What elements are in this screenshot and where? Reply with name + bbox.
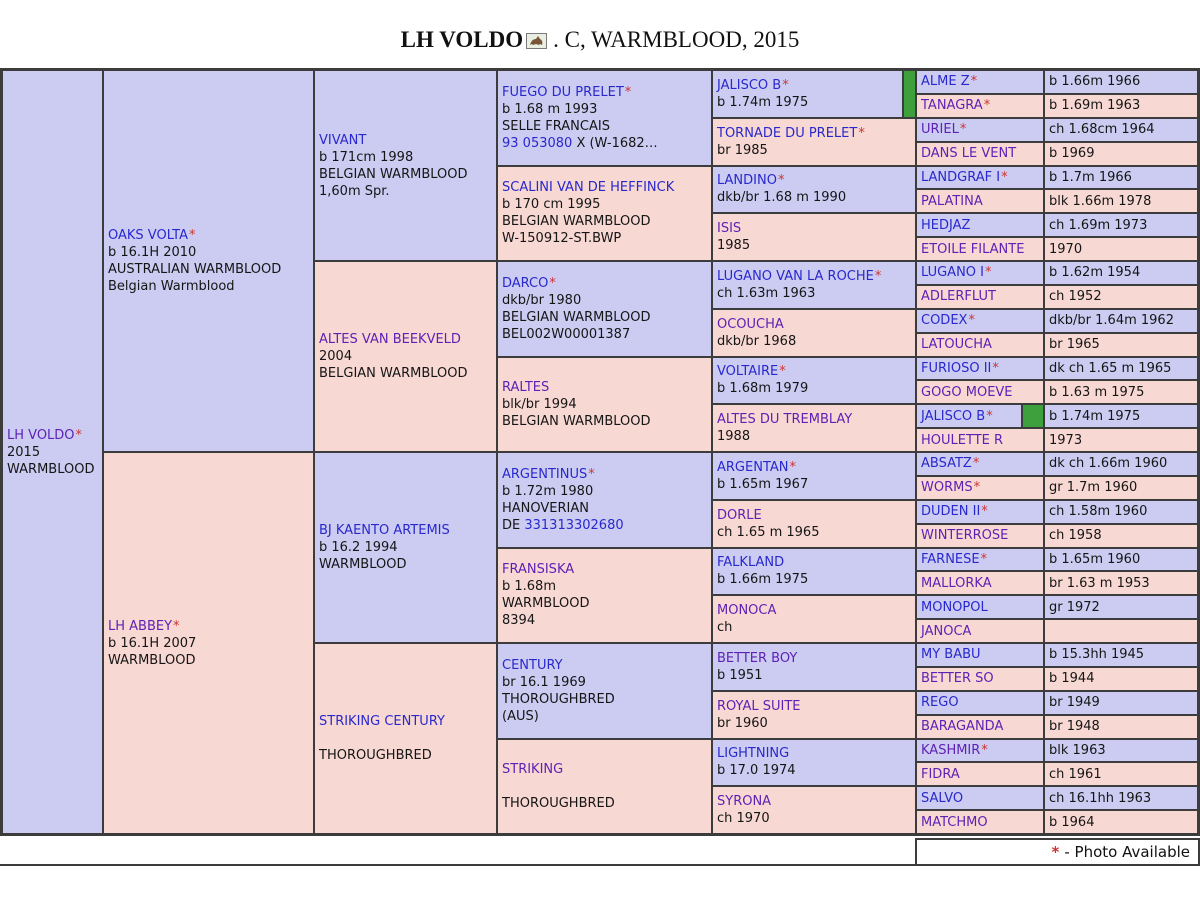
pedigree-cell [497,261,712,357]
detail-line: THOROUGHBRED [502,691,615,707]
pedigree-cell [712,118,916,166]
detail-line: b 16.2 1994 [319,540,398,555]
pedigree-cell [1044,213,1198,237]
pedigree-cell [1044,524,1198,548]
detail-text: gr 1972 [1049,599,1100,615]
pedigree-cell [916,189,1044,213]
horse-link[interactable]: BARAGANDA [921,719,1004,735]
detail-text: br 1.63 m 1953 [1049,575,1150,591]
pedigree-cell [916,213,1044,237]
pedigree-cell [1044,595,1198,619]
detail-text: ch 1952 [1049,289,1102,305]
pedigree-cell [916,691,1044,715]
photo-asterisk: * [992,360,999,376]
photo-asterisk: * [858,125,865,141]
pedigree-cell [712,595,916,643]
horse-link[interactable]: FUEGO DU PRELET [502,84,624,100]
detail-text: ch 1961 [1049,766,1102,782]
pedigree-cell [1044,428,1198,452]
horse-link[interactable]: LIGHTNING [717,746,790,762]
pedigree-cell [1044,810,1198,834]
horse-photo-icon[interactable] [526,29,547,55]
photo-asterisk: * [779,364,786,380]
detail-line: b 1.65m 1967 [717,476,809,492]
horse-link[interactable]: STRIKING [502,761,564,777]
pedigree-cell [1044,285,1198,309]
pedigree-cell [916,357,1044,381]
detail-line: dkb/br 1980 [502,292,582,308]
detail-text: b 1.62m 1954 [1049,265,1141,281]
horse-link[interactable]: ETOILE FILANTE [921,241,1025,257]
pedigree-cell [1044,786,1198,810]
horse-link[interactable]: ALTES DU TREMBLAY [717,412,853,428]
horse-link[interactable]: CENTURY [502,657,563,673]
horse-link[interactable]: SYRONA [717,794,772,810]
detail-text: 1970 [1049,241,1083,257]
photo-asterisk: * [75,427,83,443]
registration-link[interactable]: 93 053080 [502,135,573,151]
pedigree-cell [1044,667,1198,691]
pedigree-cell [712,548,916,596]
horse-link[interactable]: LANDINO [717,173,777,189]
detail-line: THOROUGHBRED [319,748,432,763]
pedigree-cell [916,70,1044,94]
pedigree-cell [1044,571,1198,595]
pedigree-cell [1044,70,1198,94]
pedigree-cell [1044,309,1198,333]
detail-line: ch 1.63m 1963 [717,285,816,301]
legend-label: - Photo Available [1064,843,1190,861]
horse-link[interactable]: MONOPOL [921,599,988,615]
pedigree-cell [712,452,916,500]
photo-asterisk: * [777,173,785,189]
photo-asterisk: * [981,504,988,520]
pedigree-cell [497,643,712,739]
detail-text: ch 1958 [1049,528,1102,544]
horse-link[interactable]: TANAGRA [921,98,983,114]
detail-text: ch 16.1hh 1963 [1049,790,1152,806]
pedigree-cell [1044,643,1198,667]
horse-link[interactable]: FIDRA [921,766,960,782]
photo-asterisk: * [972,456,980,472]
pedigree-cell [712,404,916,452]
pedigree-cell [916,643,1044,667]
detail-line: b 1.68 m 1993 [502,101,598,117]
horse-link[interactable]: STRIKING CENTURY [319,714,445,729]
horse-link[interactable]: DARCO [502,275,549,291]
detail-text: blk 1.66m 1978 [1049,193,1152,209]
pedigree-cell [1044,500,1198,524]
detail-line [502,517,709,534]
detail-line: 2004 [319,349,353,364]
horse-link[interactable]: SCALINI VAN DE HEFFINCK [502,180,675,196]
detail-line: BELGIAN WARMBLOOD [502,309,651,325]
pedigree-cell [497,548,712,644]
horse-link[interactable]: LH ABBEY [108,618,173,634]
pedigree-cell [1044,261,1198,285]
detail-text: b 1.69m 1963 [1049,98,1141,114]
photo-asterisk: * [959,122,967,138]
pedigree-cell [497,739,712,835]
detail-text: dkb/br 1.64m 1962 [1049,313,1174,329]
detail-line [502,778,709,795]
detail-line: BELGIAN WARMBLOOD [319,366,468,381]
pedigree-cell [916,333,1044,357]
pedigree-cell [916,500,1044,524]
pedigree-cell [1044,715,1198,739]
detail-line: BELGIAN WARMBLOOD [502,413,651,429]
horse-link[interactable]: DUDEN II [921,504,981,520]
detail-text: dk ch 1.65 m 1965 [1049,360,1172,376]
pedigree-cell [916,142,1044,166]
horse-link[interactable]: URIEL [921,122,959,138]
detail-text: 1973 [1049,432,1083,448]
horse-link[interactable]: WINTERROSE [921,528,1009,544]
detail-line: br 16.1 1969 [502,674,586,690]
pedigree-cell [103,452,314,834]
horse-link[interactable]: ROYAL SUITE [717,698,801,714]
pedigree-cell [916,810,1044,834]
pedigree-cell [712,261,916,309]
horse-link[interactable]: ARGENTAN [717,459,789,475]
photo-asterisk: * [782,77,789,93]
horse-link[interactable]: MY BABU [921,647,981,663]
pedigree-cell [497,357,712,453]
pedigree-cell [916,166,1044,190]
horse-link[interactable]: LANDGRAF I [921,169,1001,185]
photo-asterisk: * [980,551,988,567]
detail-line: b 1.74m 1975 [717,94,809,110]
pedigree-cell [916,118,1044,142]
photo-asterisk: * [986,408,993,424]
detail-text: ch 1.69m 1973 [1049,217,1148,233]
detail-text: b 1.63 m 1975 [1049,384,1145,400]
detail-text: b 15.3hh 1945 [1049,647,1145,663]
detail-line: b 1.66m 1975 [717,572,809,588]
horse-link[interactable]: VIVANT [319,132,367,148]
detail-line: AUSTRALIAN WARMBLOOD [108,262,282,277]
pedigree-cell [916,715,1044,739]
horse-link[interactable]: JALISCO B [717,77,782,93]
detail-text: dk ch 1.66m 1960 [1049,456,1168,472]
detail-line: W-150912-ST.BWP [502,231,622,247]
pedigree-cell [497,452,712,548]
detail-line: ch 1.65 m 1965 [717,524,820,540]
pedigree-cell [497,70,712,166]
pedigree-table [0,68,1200,836]
photo-asterisk: * [624,84,632,100]
horse-link[interactable]: PALATINA [921,193,983,209]
pedigree-cell [916,762,1044,786]
detail-line: b 16.1H 2007 [108,635,197,651]
photo-asterisk: * [789,459,796,475]
detail-line [502,135,709,152]
detail-line: BELGIAN WARMBLOOD [319,166,468,182]
photo-asterisk: * [588,466,595,482]
pedigree-cell [314,452,497,643]
detail-line: WARMBLOOD [502,596,590,612]
photo-asterisk: * [983,98,991,114]
horse-link[interactable]: MATCHMO [921,814,988,830]
pedigree-cell [1044,237,1198,261]
photo-asterisk: * [985,265,992,281]
photo-asterisk: * [549,275,556,291]
photo-asterisk: * [874,268,882,284]
pedigree-cell [712,213,916,261]
detail-line: blk/br 1994 [502,396,577,412]
pedigree-cell [712,691,916,739]
detail-line: b 1.68m 1979 [717,381,809,397]
pedigree-cell [1044,619,1198,643]
horse-link[interactable]: HOULETTE R [921,432,1004,448]
horse-link[interactable]: LUGANO I [921,265,985,281]
pedigree-cell [1044,189,1198,213]
detail-line: ch 1970 [717,811,770,827]
duplicate-marker [903,70,916,118]
detail-line: WARMBLOOD [319,557,407,572]
detail-text: br 1948 [1049,719,1100,735]
horse-link[interactable]: ISIS [717,221,742,237]
detail-text: b 1964 [1049,814,1095,830]
detail-line: 1,60m Spr. [319,183,390,199]
detail-text: b 1944 [1049,671,1095,687]
detail-line: BELGIAN WARMBLOOD [502,214,651,230]
horse-link[interactable]: ALTES VAN BEEKVELD [319,332,461,347]
detail-text: b 1969 [1049,146,1095,162]
horse-link[interactable]: DANS LE VENT [921,146,1017,162]
detail-line: br 1960 [717,715,768,731]
detail-text: b 1.74m 1975 [1049,408,1141,424]
detail-text: ch 1.68cm 1964 [1049,122,1155,138]
detail-text: gr 1.7m 1960 [1049,480,1138,496]
detail-line: br 1985 [717,142,768,158]
detail-line: b 17.0 1974 [717,763,796,779]
horse-link[interactable]: JANOCA [921,623,972,639]
legend-asterisk: * [1051,843,1060,861]
detail-line: THOROUGHBRED [502,795,615,811]
horse-link[interactable]: LATOUCHA [921,337,992,353]
detail-line: b 1.72m 1980 [502,483,594,499]
detail-text: b 1.66m 1966 [1049,74,1141,90]
detail-text: ch 1.58m 1960 [1049,504,1148,520]
pedigree-cell [497,166,712,262]
detail-line: b 1.68m [502,579,556,595]
pedigree-cell [1044,548,1198,572]
horse-link[interactable]: FRANSISKA [502,562,575,578]
pedigree-cell [916,452,1044,476]
pedigree-cell [916,94,1044,118]
horse-link[interactable]: MALLORKA [921,575,992,591]
pedigree-cell [712,786,916,834]
pedigree-cell [103,70,314,452]
photo-asterisk: * [1001,169,1008,185]
pedigree-cell [916,571,1044,595]
detail-line [319,730,494,747]
horse-link[interactable]: ALME Z [921,74,970,90]
pedigree-cell [1044,118,1198,142]
pedigree-cell [916,237,1044,261]
detail-text: X (W-1682… [572,135,658,151]
horse-link[interactable]: SALVO [921,790,964,806]
pedigree-cell [1044,142,1198,166]
pedigree-cell [916,476,1044,500]
photo-asterisk: * [188,228,196,243]
table-bottom-border [0,864,917,866]
horse-link[interactable]: MONOCA [717,603,777,619]
pedigree-cell [712,500,916,548]
horse-link[interactable]: ADLERFLUT [921,289,996,305]
horse-title-details: . C, WARMBLOOD, 2015 [553,27,800,52]
detail-line: dkb/br 1.68 m 1990 [717,190,847,206]
detail-line: ch [717,620,733,636]
detail-text: blk 1963 [1049,742,1106,758]
horse-link[interactable]: FALKLAND [717,555,785,571]
pedigree-cell [916,548,1044,572]
pedigree-cell [712,309,916,357]
pedigree-cell [1044,691,1198,715]
pedigree-cell [314,643,497,834]
horse-link[interactable]: TORNADE DU PRELET [717,125,858,141]
page-title [0,27,1200,55]
horse-link[interactable]: OAKS VOLTA [108,228,188,243]
detail-line: b 171cm 1998 [319,149,414,165]
pedigree-cell [1044,404,1198,428]
pedigree-cell [1044,762,1198,786]
detail-line: b 1951 [717,667,763,683]
pedigree-cell [916,380,1044,404]
pedigree-cell [712,70,903,118]
horse-link[interactable]: FARNESE [921,551,980,567]
detail-text: DE [502,517,525,533]
detail-line: BEL002W00001387 [502,326,631,342]
pedigree-cell [1044,333,1198,357]
detail-text: br 1965 [1049,337,1100,353]
detail-line: HANOVERIAN [502,500,589,516]
detail-line: SELLE FRANCAIS [502,118,610,134]
detail-line: WARMBLOOD [7,461,95,477]
pedigree-cell [1044,380,1198,404]
photo-asterisk: * [973,480,981,496]
pedigree-cell [1044,476,1198,500]
detail-line: 1988 [717,429,751,445]
horse-link[interactable]: HEDJAZ [921,217,971,233]
pedigree-cell [712,357,916,405]
pedigree-cell [916,404,1022,428]
horse-link[interactable]: WORMS [921,480,973,496]
horse-link[interactable]: KASHMIR [921,742,981,758]
pedigree-cell [916,667,1044,691]
pedigree-cell [1044,452,1198,476]
horse-link[interactable]: OCOUCHA [717,316,784,332]
horse-link[interactable]: GOGO MOEVE [921,384,1013,400]
horse-title-name: LH VOLDO [400,27,524,52]
horse-link[interactable]: BETTER SO [921,671,994,687]
pedigree-cell [1044,166,1198,190]
pedigree-cell [916,261,1044,285]
pedigree-cell [916,285,1044,309]
detail-line: 1985 [717,238,751,254]
pedigree-cell [1044,739,1198,763]
horse-link[interactable]: LUGANO VAN LA ROCHE [717,268,874,284]
pedigree-cell [712,166,916,214]
pedigree-cell [916,309,1044,333]
photo-asterisk: * [970,74,978,90]
pedigree-cell [916,428,1044,452]
horse-link[interactable]: REGO [921,695,959,711]
detail-line: WARMBLOOD [108,652,196,668]
pedigree-cell [712,739,916,787]
pedigree-cell [314,261,497,452]
horse-link[interactable]: JALISCO B [921,408,986,424]
horse-link[interactable]: BJ KAENTO ARTEMIS [319,523,450,538]
pedigree-cell [314,70,497,261]
horse-link[interactable]: BETTER BOY [717,650,798,666]
horse-link[interactable]: FURIOSO II [921,360,992,376]
horse-link[interactable]: RALTES [502,379,550,395]
detail-line: b 16.1H 2010 [108,245,197,260]
detail-line: (AUS) [502,708,539,724]
pedigree-cell [1044,357,1198,381]
pedigree-cell [1044,94,1198,118]
duplicate-marker [1022,404,1044,428]
pedigree-cell [712,643,916,691]
photo-asterisk: * [173,618,180,634]
photo-asterisk: * [981,742,988,758]
photo-legend [915,838,1200,866]
horse-link[interactable]: LH VOLDO [7,427,75,443]
detail-text: b 1.65m 1960 [1049,551,1141,567]
detail-text: br 1949 [1049,695,1100,711]
detail-line: b 170 cm 1995 [502,197,601,213]
detail-line: dkb/br 1968 [717,333,797,349]
detail-text: b 1.7m 1966 [1049,169,1132,185]
horse-link[interactable]: ARGENTINUS [502,466,588,482]
pedigree-cell [916,524,1044,548]
pedigree-cell [916,595,1044,619]
detail-line: 8394 [502,613,536,629]
pedigree-cell [2,70,103,834]
registration-link[interactable]: 331313302680 [524,517,624,533]
pedigree-cell [916,786,1044,810]
detail-line: Belgian Warmblood [108,279,235,294]
pedigree-cell [916,739,1044,763]
pedigree-cell [916,619,1044,643]
horse-link[interactable]: CODEX [921,313,968,329]
horse-link[interactable]: VOLTAIRE [717,364,779,380]
photo-asterisk: * [968,313,975,329]
horse-link[interactable]: ABSATZ [921,456,972,472]
horse-link[interactable]: DORLE [717,507,762,523]
detail-line: 2015 [7,444,41,460]
